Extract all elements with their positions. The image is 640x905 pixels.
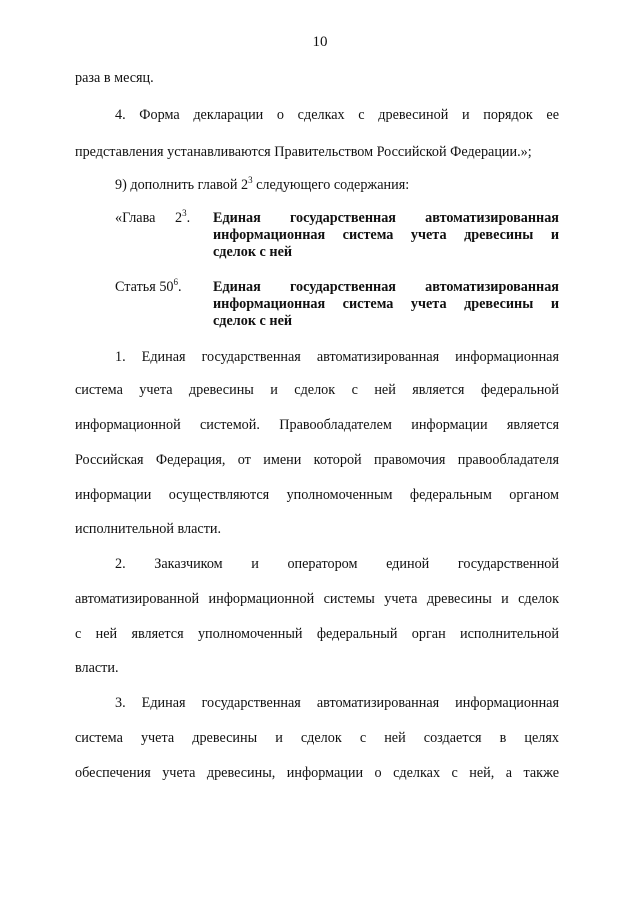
article-label	[115, 278, 182, 296]
chapter-number	[175, 209, 190, 227]
chapter-label: «Глава	[115, 210, 156, 226]
para2-line: автоматизированной информационной системы учета древесины и сделок	[75, 591, 559, 607]
article-label-sup: 6	[173, 277, 179, 287]
para1-line: информационной системой. Правообладателем информации является	[75, 417, 559, 433]
amendment-sup: 3	[248, 175, 253, 185]
chapter-title-line: Единая государственная автоматизированная	[213, 210, 559, 226]
para3-line: система учета древесины и сделок с ней создается в целях	[75, 730, 559, 746]
text-line: раза в месяц.	[75, 70, 154, 86]
article-label-tail: .	[178, 279, 182, 295]
para3-line: 3. Единая государственная автоматизированная информационная	[115, 695, 559, 711]
page-number: 10	[312, 34, 328, 50]
amendment-text: 9) дополнить главой 2	[115, 177, 249, 193]
article-title-line: сделок с ней	[213, 313, 293, 329]
para1-line: Российская Федерация, от имени которой правомочия правообладателя	[75, 452, 559, 468]
amendment-line	[115, 176, 559, 194]
article-title-line: Единая государственная автоматизированная	[213, 279, 559, 295]
article-label-text: Статья 50	[115, 279, 174, 295]
chapter-title-line: сделок с ней	[213, 244, 293, 260]
chapter-title	[213, 210, 559, 261]
para1-line: система учета древесины и сделок с ней является федеральной	[75, 382, 559, 398]
chapter-title-line: информационная система учета древесины и	[213, 227, 559, 243]
para2-line: 2. Заказчиком и оператором единой государственной	[115, 556, 559, 572]
amendment-tail: следующего содержания:	[252, 177, 410, 193]
article-title-line: информационная система учета древесины и	[213, 296, 559, 312]
para2-line: с ней является уполномоченный федеральный орган исполнительной	[75, 626, 559, 642]
text-line: представления устанавливаются Правительством Российской Федерации.»;	[75, 144, 532, 160]
chapter-num-sup: 3	[182, 208, 187, 218]
text-line: 4. Форма декларации о сделках с древесиной и порядок ее	[115, 107, 559, 123]
para3-line: обеспечения учета древесины, информации о сделках с ней, а также	[75, 765, 559, 781]
para1-line: информации осуществляются уполномоченным федеральным органом	[75, 487, 559, 503]
para1-line: 1. Единая государственная автоматизированная информационная	[115, 349, 559, 365]
chapter-num: 2	[175, 210, 183, 226]
article-title	[213, 279, 559, 330]
para2-line: власти.	[75, 660, 119, 676]
para1-line: исполнительной власти.	[75, 521, 222, 537]
chapter-num-tail: .	[186, 210, 191, 226]
